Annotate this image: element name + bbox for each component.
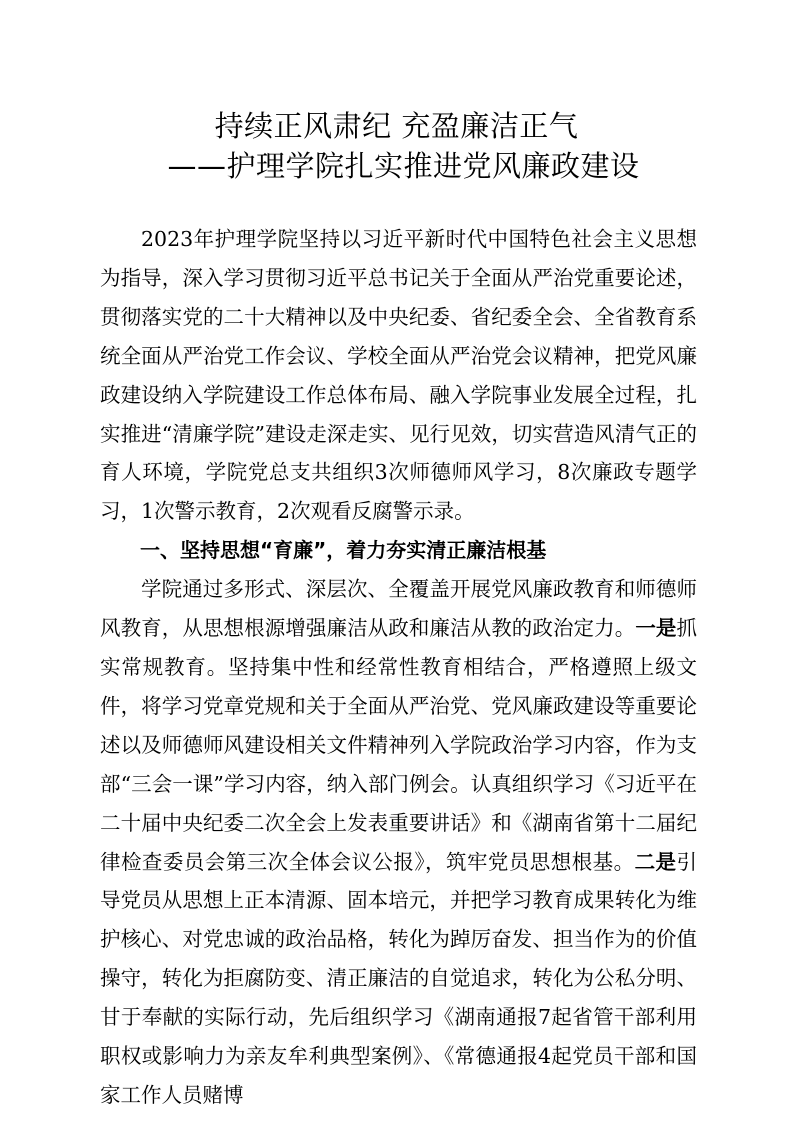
intro-paragraph: 2023年护理学院坚持以习近平新时代中国特色社会主义思想为指导，深入学习贯彻习近平总书记关于全面从严治党重要论述，贯彻落实党的二十大精神以及中央纪委、省纪委全会、全省教育系统全面从严治党工作会议、学校全面从严治党会议精神，把党风廉政建设纳入学院建设工作总体布局、融入学院事业发展全过程，扎实推进“清廉学院”建设走深走实、见行见效，切实营造风清气正的育人环境，学院党总支共组织3次师德师风学习，8次廉政专题学习，1次警示教育，2次观看反腐警示录。 xyxy=(100,227,697,524)
document-title: 持续正风肃纪 充盈廉洁正气 xyxy=(214,109,579,143)
document-body xyxy=(100,220,697,1115)
section-paragraph xyxy=(100,570,697,1115)
second-point-text: 引导党员从思想上正本清源、固本培元，并把学习教育成果转化为维护核心、对党忠诚的政治品格，转化为踔厉奋发、担当作为的价值操守，转化为拒腐防变、清正廉洁的自觉追求，转化为公私分明、甘于奉献的实际行动，先后组织学习《湖南通报7起省管干部利用职权或影响力为亲友牟利典型案例》、《常德通报4起党员干部和国家工作人员赌博 xyxy=(100,849,698,1107)
first-point-lead: 一是 xyxy=(635,616,677,641)
first-point-text: 抓实常规教育。坚持集中性和经常性教育相结合，严格遵照上级文件，将学习党章党规和关于全面从严治党、党风廉政建设等重要论述以及师德师风建设相关文件精神列入学院政治学习内容，作为支部“三会一课”学习内容，纳入部门例会。认真组织学习《习近平在二十届中央纪委二次全会上发表重要讲话》和《湖南省第十二届纪律检查委员会第三次全体会议公报》，筑牢党员思想根基。 xyxy=(100,616,698,874)
second-point-lead: 二是 xyxy=(634,849,677,874)
title-block xyxy=(0,106,793,186)
section-paragraph-text: 学院通过多形式、深层次、全覆盖开展党风廉政教育和师德师风教育，从思想根源增强廉洁从政和廉洁从教的政治定力。 xyxy=(100,577,697,641)
section-heading: 一、坚持思想“育廉”，着力夯实清正廉洁根基 xyxy=(140,538,547,563)
document-subtitle: ——护理学院扎实推进党风廉政建设 xyxy=(167,149,640,183)
